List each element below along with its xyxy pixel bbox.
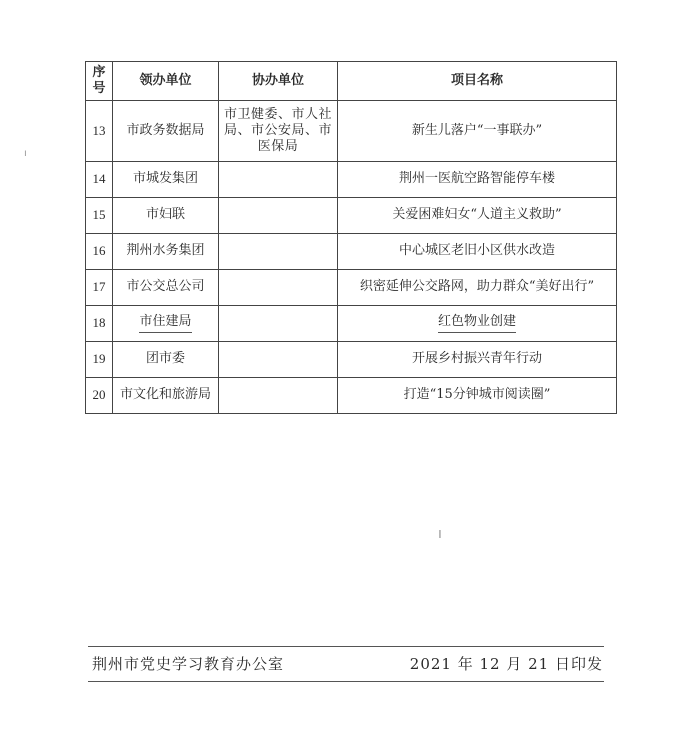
row-project-name: 新生儿落户“一事联办” xyxy=(338,101,617,162)
row-project-name: 开展乡村振兴青年行动 xyxy=(338,342,617,378)
row-seq: 13 xyxy=(86,101,113,162)
row-assist-unit xyxy=(219,378,338,414)
table-row xyxy=(86,234,617,270)
footer-issuer: 荆州市党史学习教育办公室 xyxy=(92,655,285,673)
underlined-project-name: 红色物业创建 xyxy=(438,314,516,332)
row-project-name xyxy=(338,306,617,342)
project-table xyxy=(85,61,617,414)
header-assist-unit: 协办单位 xyxy=(219,62,338,101)
header-project-name: 项目名称 xyxy=(338,62,617,101)
row-lead-unit xyxy=(113,306,219,342)
row-lead-unit: 团市委 xyxy=(113,342,219,378)
table-row xyxy=(86,198,617,234)
row-assist-unit xyxy=(219,234,338,270)
row-lead-unit: 市妇联 xyxy=(113,198,219,234)
footer-bottom-rule xyxy=(88,681,604,682)
scan-speck: ı xyxy=(24,148,27,159)
footer-top-rule xyxy=(88,646,604,647)
table-row xyxy=(86,378,617,414)
row-assist-unit xyxy=(219,342,338,378)
row-lead-unit: 市文化和旅游局 xyxy=(113,378,219,414)
table-row xyxy=(86,101,617,162)
header-lead-unit: 领办单位 xyxy=(113,62,219,101)
row-seq: 15 xyxy=(86,198,113,234)
table-row xyxy=(86,162,617,198)
table-row xyxy=(86,306,617,342)
scan-speck: ı xyxy=(438,526,442,542)
row-project-name: 织密延伸公交路网，助力群众“美好出行” xyxy=(338,270,617,306)
row-lead-unit: 市公交总公司 xyxy=(113,270,219,306)
header-seq: 序号 xyxy=(86,62,113,101)
row-assist-unit xyxy=(219,162,338,198)
underlined-lead-unit: 市住建局 xyxy=(139,314,191,332)
row-seq: 18 xyxy=(86,306,113,342)
row-assist-unit xyxy=(219,198,338,234)
row-project-name: 荆州一医航空路智能停车楼 xyxy=(338,162,617,198)
row-project-name: 中心城区老旧小区供水改造 xyxy=(338,234,617,270)
row-seq: 14 xyxy=(86,162,113,198)
row-project-name: 打造“15分钟城市阅读圈” xyxy=(338,378,617,414)
row-project-name: 关爱困难妇女“人道主义救助” xyxy=(338,198,617,234)
row-lead-unit: 市政务数据局 xyxy=(113,101,219,162)
row-assist-unit: 市卫健委、市人社局、市公安局、市医保局 xyxy=(219,101,338,162)
row-lead-unit: 市城发集团 xyxy=(113,162,219,198)
row-seq: 19 xyxy=(86,342,113,378)
footer-date: 2021 年 12 月 21 日印发 xyxy=(409,655,603,673)
row-assist-unit xyxy=(219,306,338,342)
row-lead-unit: 荆州水务集团 xyxy=(113,234,219,270)
table-row xyxy=(86,270,617,306)
row-seq: 16 xyxy=(86,234,113,270)
row-assist-unit xyxy=(219,270,338,306)
row-seq: 20 xyxy=(86,378,113,414)
table-header-row xyxy=(86,62,617,101)
table-row xyxy=(86,342,617,378)
row-seq: 17 xyxy=(86,270,113,306)
